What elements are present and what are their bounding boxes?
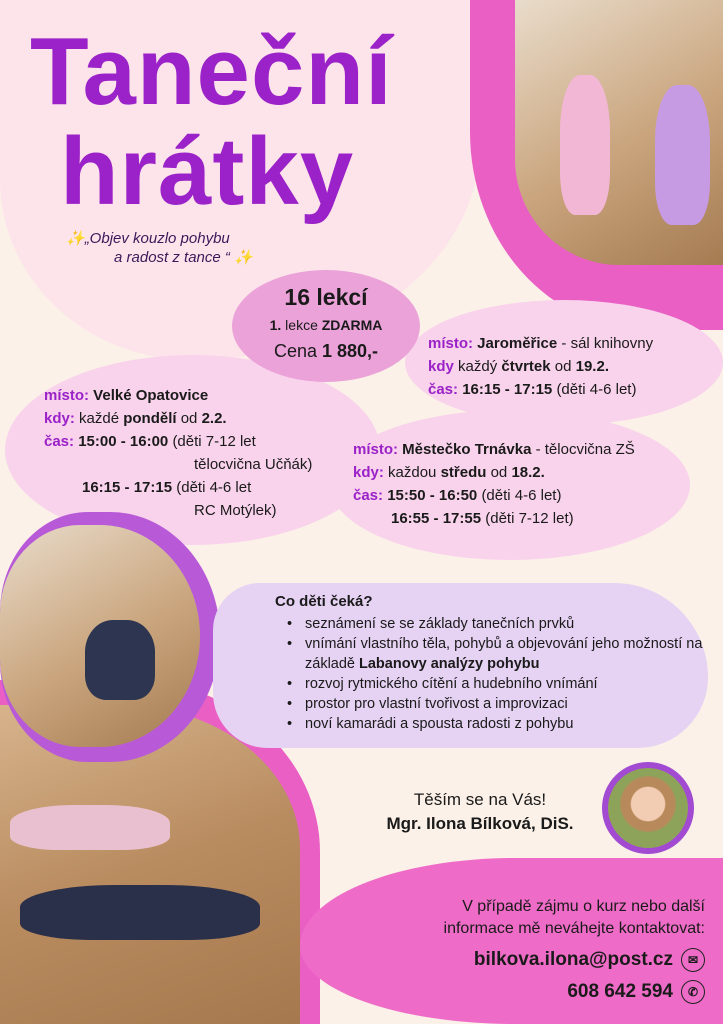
location-velke-opatovice: místo: Velké Opatovice kdy: každé pondělí od 2.2. čas: 15:00 - 16:00 (děti 7-12 let tělocvična Učňák) 16:15 - 17:15 (děti 4-6 let RC Motýlek)	[44, 387, 313, 519]
phone-icon: ✆	[681, 980, 705, 1004]
avatar	[602, 762, 694, 854]
price-badge: 16 lekcí 1. lekce ZDARMA Cena 1 880,-	[232, 270, 420, 382]
child-figure	[655, 85, 710, 225]
contact-info: V případě zájmu o kurz nebo další informace mě neváhejte kontaktovat: bilkova.ilona@post.cz ✉ 608 642 594 ✆	[443, 898, 705, 1002]
child-figure	[20, 885, 260, 940]
photo-child-playing	[0, 525, 200, 747]
sparkle-icon: ✨	[234, 249, 253, 266]
location-jaromerice: místo: Jaroměřice - sál knihovny kdy každý čtvrtek od 19.2. čas: 16:15 - 17:15 (děti 4-6 let)	[428, 335, 654, 398]
email-icon: ✉	[681, 948, 705, 972]
avatar-photo	[608, 768, 688, 848]
sparkle-icon: ✨	[66, 230, 85, 247]
email-link[interactable]: bilkova.ilona@post.cz	[473, 949, 673, 970]
greeting: Těším se na Vás! Mgr. Ilona Bílková, DiS.	[386, 790, 574, 833]
phone-link[interactable]: 608 642 594	[567, 981, 673, 1002]
title-line2: hrátky	[60, 118, 355, 225]
title-line1: Taneční	[30, 18, 393, 125]
benefits-list: Co děti čeká? • seznámení se se základy tanečních prvků • vnímání vlastního těla, pohybů a objevování jeho možností na základě Labanovy analýzy pohybu • rozvoj rytmického cítění a hudebního vnímání • prostor pro vlastní tvořivost a improvizaci • noví kamarádi a spousta radosti z pohybu	[275, 592, 705, 734]
location-mestecko-trnavka: místo: Městečko Trnávka - tělocvična ZŠ kdy: každou středu od 18.2. čas: 15:50 - 16:50 (děti 4-6 let) 16:55 - 17:55 (děti 7-12 let)	[353, 441, 635, 527]
child-figure	[85, 620, 155, 700]
child-figure	[10, 805, 170, 850]
photo-dancing-children	[515, 0, 723, 265]
child-figure	[560, 75, 610, 215]
tagline: ✨„Objev kouzlo pohybu a radost z tance “ ✨	[66, 230, 253, 266]
